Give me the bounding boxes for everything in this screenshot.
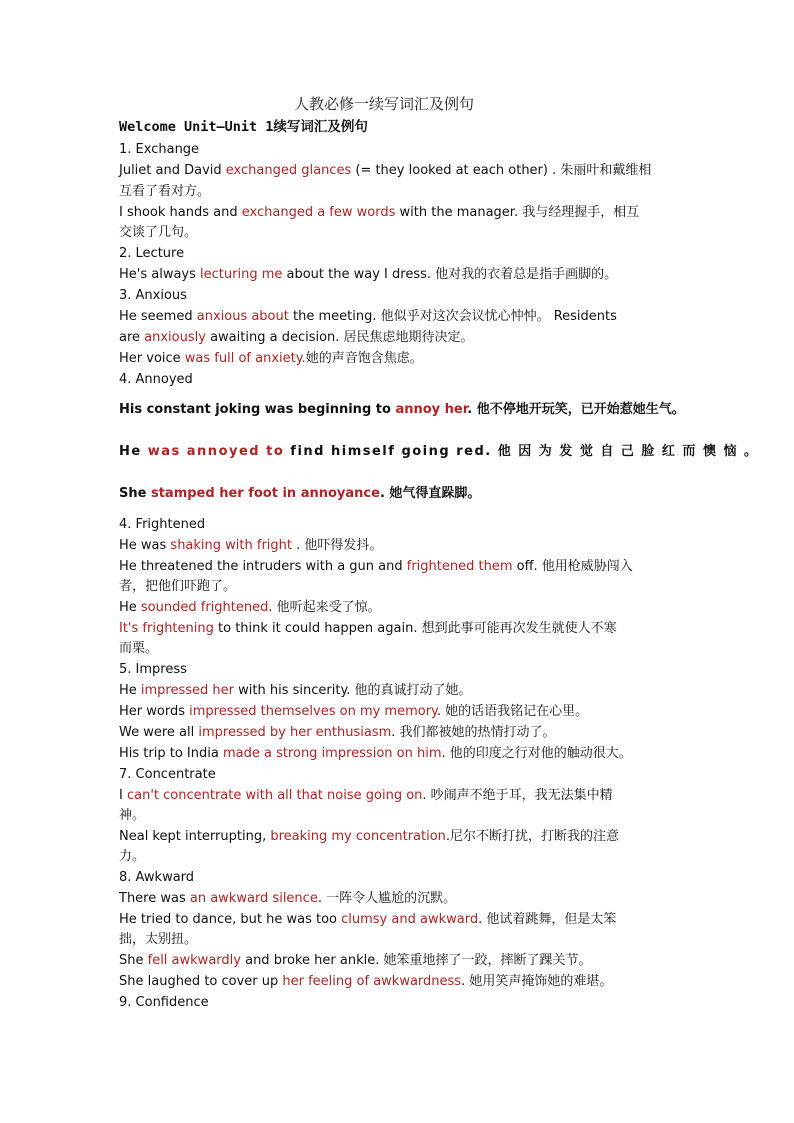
text-segment: . 她气得直跺脚。	[379, 486, 481, 501]
text-segment: . 她的话语我铭记在心里。	[436, 704, 589, 719]
line	[119, 183, 210, 200]
text-segment: He tried to dance, but he was too	[119, 912, 342, 927]
line	[119, 869, 194, 886]
text-segment: I	[119, 788, 127, 803]
text-segment: 3. Anxious	[119, 288, 187, 303]
line	[119, 287, 187, 304]
text-segment: . 他的印度之行对他的触动很大。	[441, 746, 632, 761]
text-segment: 5. Impress	[119, 662, 187, 677]
text-segment: 8. Awkward	[119, 870, 195, 885]
line	[119, 537, 382, 554]
text-segment: 4. Annoyed	[119, 372, 193, 387]
highlighted-phrase: fell awkwardly	[147, 953, 241, 968]
line	[119, 724, 556, 741]
text-segment: His constant joking was beginning to	[119, 402, 396, 417]
highlighted-phrase: was annoyed to	[147, 444, 285, 459]
highlighted-phrase: made a strong impression on him	[222, 746, 442, 761]
text-segment: to think it could happen again. 想到此事可能再次发生就使人不寒	[213, 621, 617, 636]
text-segment: We were all	[119, 725, 199, 740]
text-segment: She laughed to cover up	[119, 974, 283, 989]
text-segment: She	[119, 486, 151, 501]
document-subtitle: Welcome Unit—Unit 1续写词汇及例句	[119, 119, 368, 135]
line	[119, 401, 685, 418]
highlighted-phrase: exchanged a few words	[241, 205, 396, 220]
text-segment: 2. Lecture	[119, 246, 185, 261]
text-segment: .尼尔不断打扰，打断我的注意	[445, 829, 620, 844]
text-segment: about the way I dress. 他对我的衣着总是指手画脚的。	[282, 267, 618, 282]
line	[119, 204, 639, 221]
text-segment: His trip to India	[119, 746, 223, 761]
line	[119, 245, 184, 262]
text-segment: and broke her ankle. 她笨重地摔了一跤，摔断了踝关节。	[240, 953, 592, 968]
text-segment: Neal kept interrupting,	[119, 829, 271, 844]
highlighted-phrase: her feeling of awkwardness	[282, 974, 462, 989]
text-segment: He	[119, 683, 141, 698]
text-segment: He seemed	[119, 309, 197, 324]
line	[119, 371, 193, 388]
text-segment: There was	[119, 891, 190, 906]
line	[119, 682, 472, 699]
line	[119, 807, 145, 824]
text-segment: Juliet and David	[119, 163, 226, 178]
line	[119, 661, 187, 678]
line	[119, 266, 617, 283]
text-segment: 7. Concentrate	[119, 767, 216, 782]
text-segment: . 他不停地开玩笑，已开始惹她生气。	[467, 402, 685, 417]
text-segment: 拙，太别扭。	[119, 932, 198, 947]
text-segment: He was	[119, 538, 171, 553]
line	[119, 558, 633, 575]
line	[119, 745, 632, 762]
line	[119, 787, 613, 804]
text-segment: . 他吓得发抖。	[292, 538, 383, 553]
text-segment: 她的声音饱含焦虑。	[305, 351, 423, 366]
highlighted-phrase: can't concentrate with all that noise going on	[126, 788, 423, 803]
line	[119, 224, 197, 241]
text-segment: awaiting a decision. 居民焦虑地期待决定。	[205, 330, 474, 345]
line	[119, 973, 612, 990]
text-segment: with the manager. 我与经理握手，相互	[395, 205, 640, 220]
highlighted-phrase: breaking my concentration	[270, 829, 446, 844]
text-segment: find himself going red. 他 因 为 发 觉 自 己 脸 红 而 懊 恼 。	[284, 444, 759, 459]
document-title: 人教必修一续写词汇及例句	[294, 95, 475, 113]
text-segment: 交谈了几句。	[119, 225, 198, 240]
line	[119, 599, 381, 616]
highlighted-phrase: frightened them	[406, 559, 513, 574]
highlighted-phrase: lecturing me	[200, 267, 283, 282]
line	[119, 516, 205, 533]
line	[119, 141, 199, 158]
text-segment: . 一阵令人尴尬的沉默。	[317, 891, 457, 906]
line	[119, 329, 474, 346]
text-segment: the meeting. 他似乎对这次会议忧心忡忡。 Residents	[288, 309, 617, 324]
text-segment: 9. Confidence	[119, 995, 209, 1010]
line	[119, 620, 617, 637]
text-segment: He threatened the intruders with a gun and	[119, 559, 407, 574]
highlighted-phrase: anxious about	[196, 309, 289, 324]
text-segment: (= they looked at each other) . 朱丽叶和戴维相	[351, 163, 652, 178]
highlighted-phrase: It's frightening	[119, 621, 214, 636]
line	[119, 890, 456, 907]
highlighted-phrase: impressed her	[140, 683, 235, 698]
text-segment: 1. Exchange	[119, 142, 200, 157]
line	[119, 162, 651, 179]
line	[119, 828, 619, 845]
text-segment: He	[119, 600, 141, 615]
text-segment: He's always	[119, 267, 201, 282]
highlighted-phrase: was full of anxiety.	[184, 351, 306, 366]
line	[119, 766, 216, 783]
line	[119, 308, 617, 325]
line	[119, 350, 423, 367]
highlighted-phrase: sounded frightened	[140, 600, 269, 615]
text-segment: . 我们都被她的热情打动了。	[391, 725, 556, 740]
highlighted-phrase: impressed by her enthusiasm	[198, 725, 392, 740]
highlighted-phrase: stamped her foot in annoyance	[150, 486, 380, 501]
highlighted-phrase: clumsy and awkward	[341, 912, 479, 927]
text-segment: off. 他用枪威胁闯入	[512, 559, 633, 574]
highlighted-phrase: shaking with fright	[170, 538, 292, 553]
text-segment: with his sincerity. 他的真诚打动了她。	[234, 683, 472, 698]
highlighted-phrase: annoy her	[395, 402, 468, 417]
text-segment: . 他试着跳舞，但是太笨	[478, 912, 617, 927]
text-segment: 神。	[119, 808, 146, 823]
text-segment: She	[119, 953, 148, 968]
line	[119, 848, 145, 865]
text-segment: He	[119, 444, 148, 459]
highlighted-phrase: an awkward silence	[189, 891, 318, 906]
line	[119, 911, 616, 928]
line	[119, 952, 591, 969]
text-segment: I shook hands and	[119, 205, 242, 220]
text-segment: Her voice	[119, 351, 185, 366]
line	[119, 578, 236, 595]
text-segment: 互看了看对方。	[119, 184, 211, 199]
line	[119, 994, 209, 1011]
text-segment: are	[119, 330, 145, 345]
text-segment: 而栗。	[119, 641, 159, 656]
line	[119, 485, 480, 502]
highlighted-phrase: impressed themselves on my memory	[189, 704, 437, 719]
text-segment: . 他听起来受了惊。	[268, 600, 381, 615]
line	[119, 931, 197, 948]
highlighted-phrase: anxiously	[144, 330, 206, 345]
text-segment: 力。	[119, 849, 146, 864]
text-segment: 者，把他们吓跑了。	[119, 579, 237, 594]
text-segment: Her words	[119, 704, 190, 719]
line	[119, 640, 158, 657]
highlighted-phrase: exchanged glances	[225, 163, 352, 178]
text-segment: . 吵闹声不绝于耳，我无法集中精	[422, 788, 613, 803]
line	[119, 443, 759, 460]
text-segment: 4. Frightened	[119, 517, 206, 532]
text-segment: . 她用笑声掩饰她的难堪。	[461, 974, 613, 989]
line	[119, 703, 588, 720]
